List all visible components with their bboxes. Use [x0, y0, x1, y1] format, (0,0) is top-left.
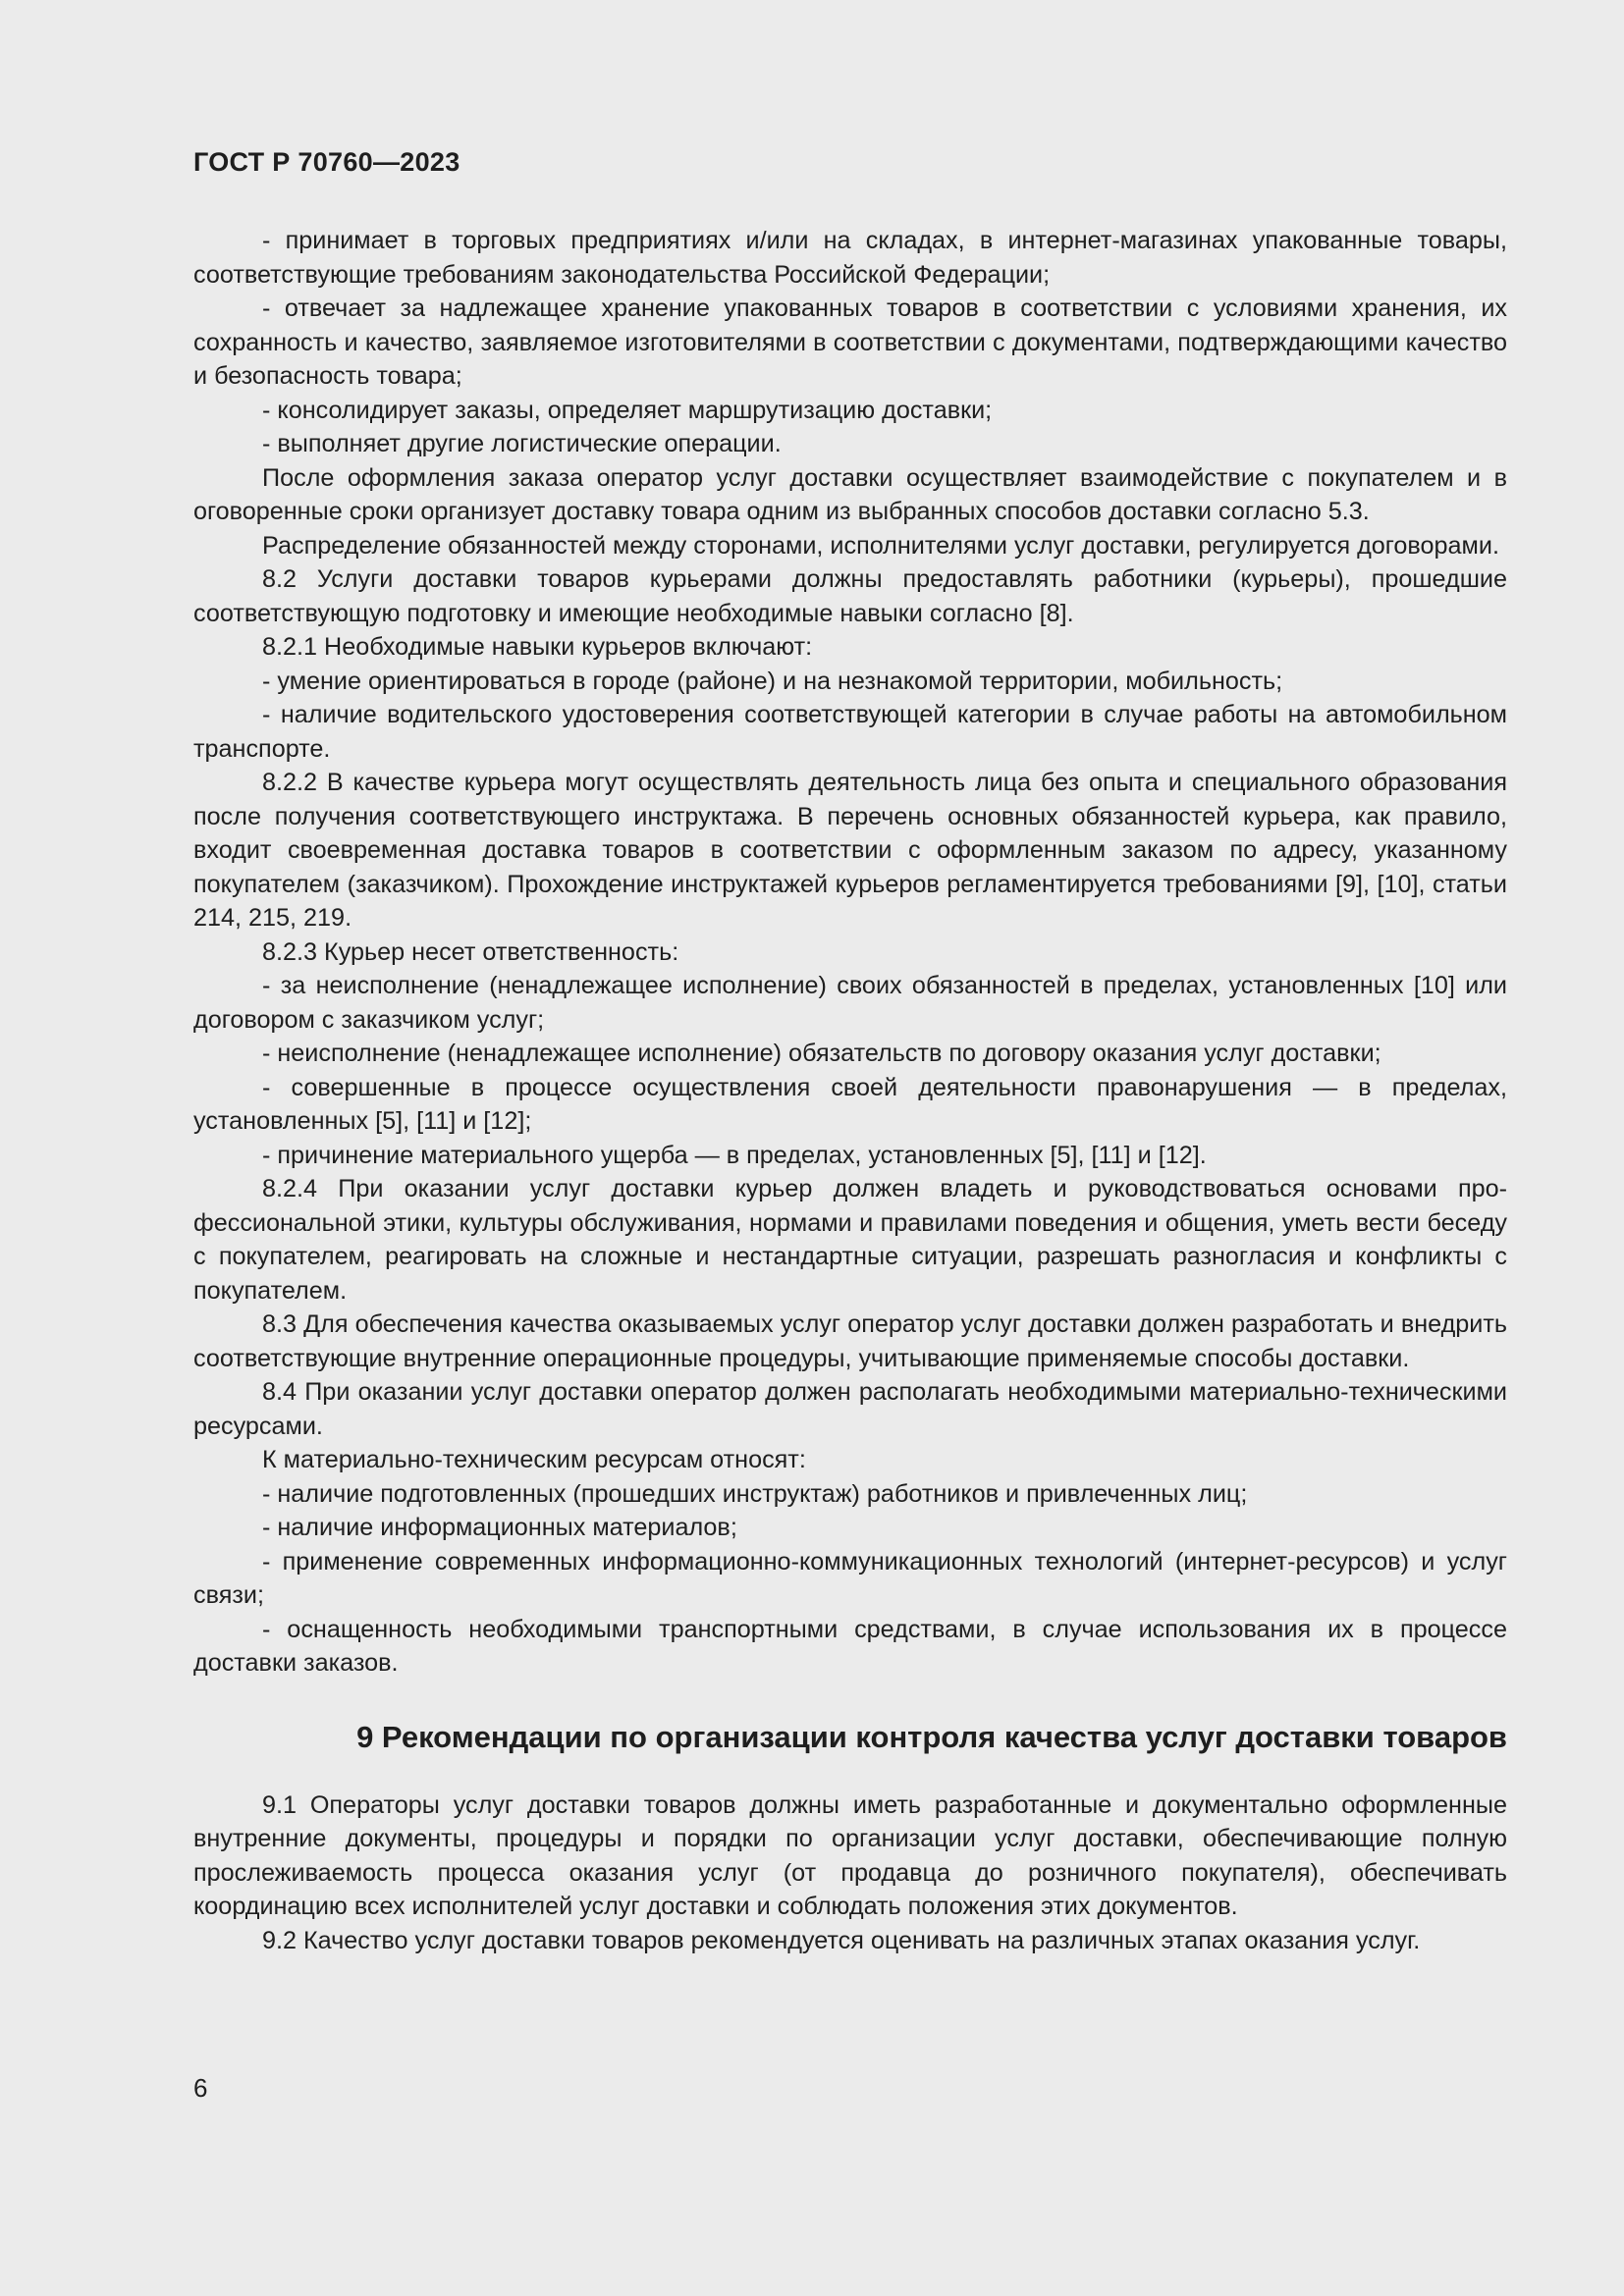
list-item: - наличие информационных материалов; [262, 1514, 737, 1541]
paragraph: После оформления заказа оператор услуг доставки осуществляет взаимодействие с покупателем и в оговоренные сроки организует доставку товара одним из выбранных способов доставки согласно 5.3. [193, 463, 1507, 525]
clause-8-2-2: 8.2.2 В качестве курьера могут осуществлять деятельность лица без опыта и специального образования после получения соответствующего инструктажа. В перечень основных обязанностей курьера, как правило, входит своевременная доставка товаров в соответствии с оформленным заказом по адресу, указанному покупателем (заказчиком). Прохождение инструктажей курьеров регламентируется требованиями [9], [10], статьи 214, 215, 219. [193, 769, 1507, 932]
list-item: - выполняет другие логистические операции. [262, 430, 782, 457]
list-item: - консолидирует заказы, определяет маршрутизацию доставки; [262, 396, 993, 424]
list-item: - причинение материального ущерба — в пределах, установленных [5], [11] и [12]. [262, 1141, 1207, 1169]
list-item: - отвечает за надлежащее хранение упакованных товаров в соответствии с условиями хранения, их сохранность и качество, заявляемое изготовителями в соответствии с документами, подтверждающими качество и безопасность товара; [193, 294, 1507, 390]
list-item: - неисполнение (ненадлежащее исполнение) обязательств по договору оказания услуг доставки; [262, 1040, 1381, 1067]
list-item: - совершенные в процессе осуществления своей деятельности правонарушения — в пределах, установленных [5], [11] и [12]; [193, 1073, 1507, 1135]
page-number: 6 [193, 2073, 208, 2103]
list-item: - за неисполнение (ненадлежащее исполнение) своих обязанностей в пределах, установленных [10] или договором с заказчиком услуг; [193, 972, 1507, 1034]
list-item: - применение современных информационно-коммуникационных технологий (интернет-ресурсов) и услуг связи; [193, 1547, 1507, 1609]
list-item: - умение ориентироваться в городе (районе) и на незнакомой территории, мобильность; [262, 667, 1283, 695]
paragraph: К материально-техническим ресурсам относят: [262, 1446, 806, 1473]
list-item: - принимает в торговых предприятиях и/или на складах, в интернет-магазинах упакованные товары, соответствующие требованиям законодательства Российской Федерации; [193, 227, 1507, 289]
clause-8-2: 8.2 Услуги доставки товаров курьерами должны предоставлять работники (курьеры), прошедшие соответствующую подготовку и имеющие необходимые навыки согласно [8]. [193, 565, 1507, 627]
clause-8-2-4: 8.2.4 При оказании услуг доставки курьер должен владеть и руководствоваться основами профессиональной этики, культуры обслуживания, нормами и правилами поведения и общения, уметь вести беседу с покупателем, реагировать на сложные и нестандартные ситуации, разрешать разногласия и конфликты с покупателем. [193, 1175, 1507, 1305]
clause-9-2: 9.2 Качество услуг доставки товаров рекомендуется оценивать на различных этапах оказания услуг. [262, 1926, 1421, 1954]
document-header: ГОСТ Р 70760—2023 [193, 147, 460, 177]
clause-9-1: 9.1 Операторы услуг доставки товаров должны иметь разработанные и документально оформленные внутренние документы, процедуры и порядки по организации услуг доставки, обеспечивающие полную прослеживаемость процесса оказания услуг (от продавца до розничного покупателя), обеспечивать координацию всех исполнителей услуг доставки и соблюдать положения этих документов. [193, 1790, 1507, 1920]
paragraph: Распределение обязанностей между сторонами, исполнителями услуг доставки, регулируется договорами. [262, 531, 1499, 560]
list-item: - наличие подготовленных (прошедших инструктаж) работников и привлеченных лиц; [262, 1479, 1248, 1508]
section-title: 9 Рекомендации по организации контроля качества услуг доставки товаров [356, 1719, 1507, 1754]
clause-8-3: 8.3 Для обеспечения качества оказываемых услуг оператор услуг доставки должен разработать и внедрить соответствующие внутренние операционные процедуры, учитывающие применяемые способы доставки. [193, 1310, 1507, 1372]
clause-8-2-3: 8.2.3 Курьер несет ответственность: [262, 937, 679, 966]
clause-8-4: 8.4 При оказании услуг доставки оператор должен располагать необходимыми материально-техническими ресурсами. [193, 1378, 1507, 1440]
clause-8-2-1: 8.2.1 Необходимые навыки курьеров включают: [262, 633, 813, 661]
list-item: - оснащенность необходимыми транспортными средствами, в случае использования их в процессе доставки заказов. [193, 1615, 1507, 1677]
list-item: - наличие водительского удостоверения соответствующей категории в случае работы на автомобильном транспорте. [193, 701, 1507, 763]
document-body [193, 224, 1507, 1957]
